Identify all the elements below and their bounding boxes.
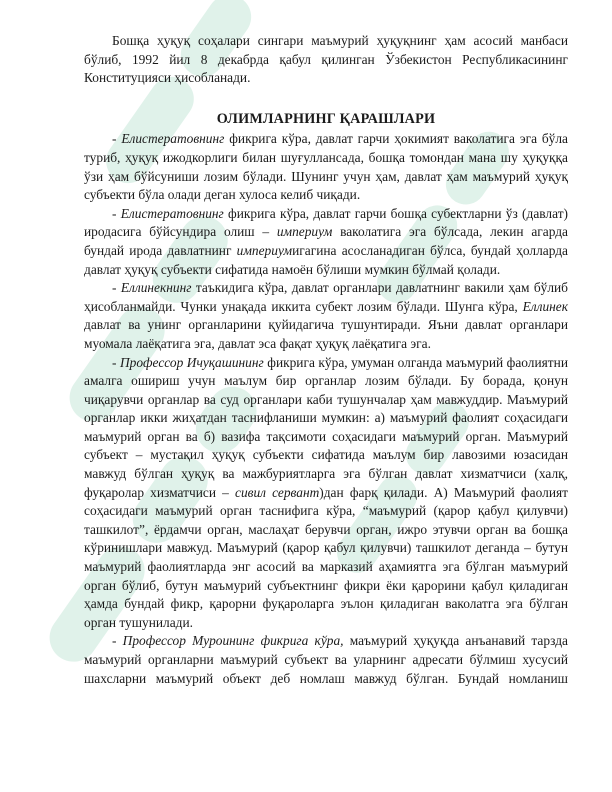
paragraph-elisteratov-1 bbox=[84, 130, 568, 204]
paragraph-text: фикрига кўра, давлат гарчи бошқа субектларни ўз (давлат) иродасига бўйсундира олиш – bbox=[84, 205, 569, 240]
dash: - bbox=[112, 280, 121, 296]
term-civil-servant: сивил сервант bbox=[235, 484, 320, 500]
paragraph-text: )дан фарқ қилади. А) Маъмурий фаолият соҳасидаги маъмурий орган таснифига кўра, “маъмурий (қарор қабул қилувчи) ташкилот”, ёрдамчи орган, маслаҳат берувчи орган, ижро этувчи орган ва бошқа кўринишлари мавжуд. Маъмурий (қарор қабул қилувчи) ташкилот деганда – бутун маъмурий фаолиятларда энг асосий ва марказий аҳамиятга эга бўлган маъмурий орган бўлиб, бутун маъмурий субъектнинг фикри ёки қарорини қабул қиладиган ҳамда бундай фикр, қарорни фуқароларга эълон қиладиган ваколатга эга бўлган орган тушунилади. bbox=[84, 484, 568, 630]
author-name: Профессор Муроининг фикрига кўра, bbox=[122, 633, 344, 649]
paragraph-ichukashi bbox=[84, 354, 568, 633]
section-heading: ОЛИМЛАРНИНГ ҚАРАШЛАРИ bbox=[216, 110, 436, 127]
author-name: Елистератовнинг bbox=[121, 131, 225, 147]
paragraph-text: маъмурий ҳуқуқда анъанавий тарзда маъмурий органларни маъмурий субъект ва уларнинг адресати бўлмиш хусусий шахсларни маъмурий объект деб номлаш мавжуд бўлган. Бундай номланиш bbox=[84, 633, 568, 686]
dash: - bbox=[112, 131, 122, 147]
paragraph-text: игагина асосланадиган бўлса, бундай ҳолларда давлат ҳуқуқ субъекти сифатида намоён бўлиши мумкин бўлмай қолади. bbox=[84, 242, 568, 277]
paragraph-ellinek bbox=[84, 279, 568, 353]
paragraph-muroi bbox=[84, 632, 568, 688]
dash: - bbox=[112, 354, 120, 370]
dash: - bbox=[112, 205, 121, 221]
author-name-inline: Еллинек bbox=[522, 298, 568, 314]
paragraph-elisteratov-2 bbox=[84, 205, 568, 279]
term-imperium: империум bbox=[276, 224, 333, 240]
paragraph-text: ваколатига эга бўлсада, лекин агарда бундай ирода давлатнинг bbox=[84, 224, 568, 258]
paragraph-text: фикрига кўра, давлат гарчи ҳокимият ваколатига эга бўла туриб, ҳуқуқ ижодкорлиги билан шуғуллансада, бошқа томондан мана шу ҳуқуққа ўзи ҳам бўйсуниши лозим бўлади. Шунинг учун ҳам, давлат ҳам маъмурий ҳуқуқ субъекти бўла олади деган хулоса келиб чиқади. bbox=[84, 131, 568, 203]
author-name: Елистератовнинг bbox=[120, 205, 224, 221]
dash: - bbox=[112, 633, 123, 649]
paragraph-text: давлат ва унинг органларини қуйидагича тушунтиради. Яъни давлат органлари муомала лаёқатига эга, давлат эса фақат ҳуқуқ лаёқатига эга. bbox=[84, 317, 568, 351]
paragraph-text: таъкидига кўра, давлат органлари давлатнинг вакили ҳам бўлиб ҳисобланмайди. Чунки унақада иккита субект лозим бўлади. Шунга кўра, bbox=[84, 280, 568, 314]
intro-paragraph: Бошқа ҳуқуқ соҳалари сингари маъмурий ҳуқуқнинг ҳам асосий манбаси бўлиб, 1992 йил 8 декабрда қабул қилинган Ўзбекистон Республикасининг Конституцияси ҳисобланади. bbox=[84, 33, 568, 86]
author-name: Еллинекнинг bbox=[120, 280, 192, 296]
paragraph-text: фикрига кўра, умуман олганда маъмурий фаолиятни амалга ошириш учун маълум бир органлар лозим бўлади. Бу борада, қонун чиқарувчи органлар ва суд органлари каби тушунчалар ҳам мавжуддир. Маъмурий органлар икки жиҳатдан таснифланиши мумкин: а) маъмурий фаолият соҳасидаги маъмурий орган ва б) вазифа тақсимоти соҳасидаги маъмурий орган. Маъмурий субъект – мустақил ҳуқуқ субъекти сифатида маълум бир лавозими юзасидан мавжуд бўлган ҳуқуқ ва мажбуриятларга эга бўлган давлат хизматчиси (халқ, фуқаролар хизматчиси – bbox=[84, 354, 568, 500]
term-imperium: империум bbox=[236, 242, 293, 258]
document-page bbox=[84, 32, 568, 688]
author-name: Профессор Ичуқашининг bbox=[119, 354, 264, 370]
